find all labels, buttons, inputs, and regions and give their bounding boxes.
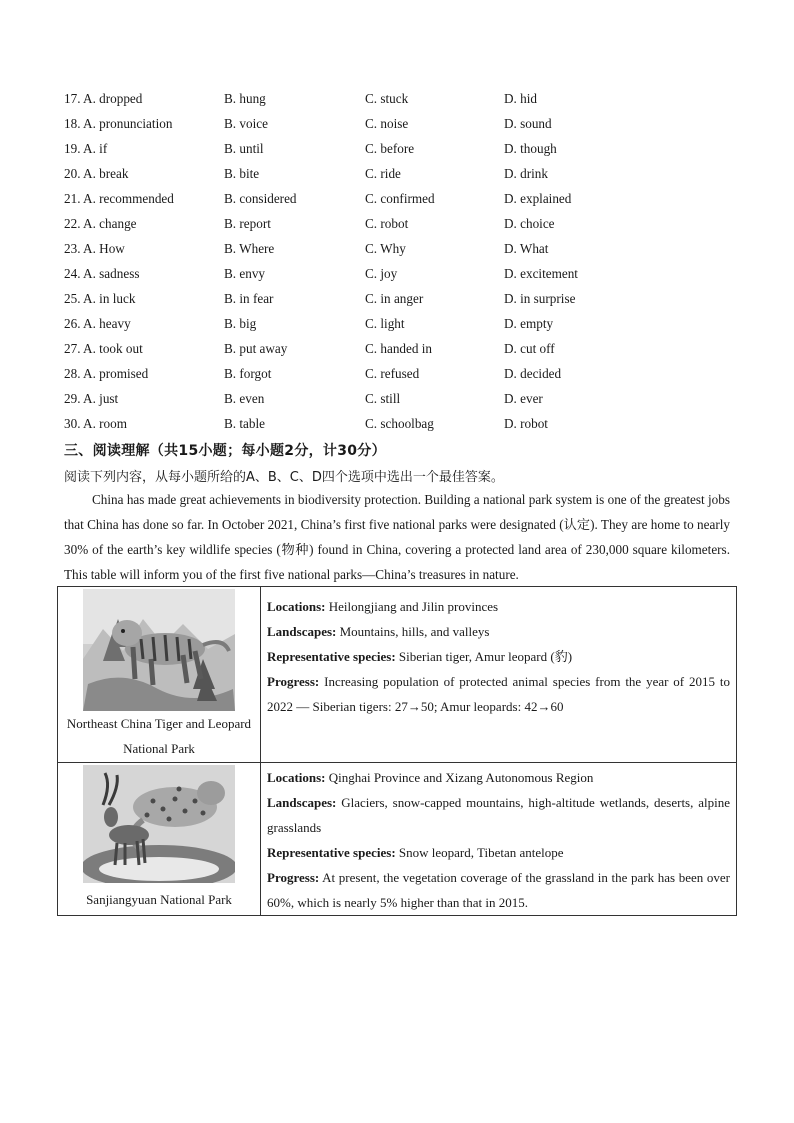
question-row [64, 414, 704, 439]
option-c: C. robot [365, 216, 409, 231]
species-label: Representative species: [267, 845, 396, 860]
question-row [64, 139, 704, 164]
question-row [64, 164, 704, 189]
option-a: 28. A. promised [64, 366, 149, 381]
progress-label: Progress: [267, 674, 320, 689]
question-row [64, 289, 704, 314]
question-row [64, 339, 704, 364]
landscapes-value: Glaciers, snow-capped mountains, high-altitude wetlands, deserts, alpine grasslands [267, 795, 730, 835]
option-b: B. big [224, 316, 257, 331]
option-d: D. What [504, 241, 549, 256]
locations-value: Heilongjiang and Jilin provinces [328, 599, 499, 614]
landscapes-label: Landscapes: [267, 795, 337, 810]
option-b: B. considered [224, 191, 297, 206]
reading-passage: China has made great achievements in biodiversity protection. Building a national park system is one of the greatest jobs that China has done so far. In October 2021, China’s first five national parks were designated (认定). They are home to nearly 30% of the earth’s key wildlife species (物种) found in China, covering a protected land area of 230,000 square kilometers. This table will inform you of the first five national parks—China’s treasures in nature. [64, 492, 730, 582]
park-image-cell [58, 763, 261, 916]
option-b: B. until [224, 141, 264, 156]
option-b: B. in fear [224, 291, 274, 306]
progress-label: Progress: [267, 870, 320, 885]
option-a: 30. A. room [64, 416, 128, 431]
species-value: Siberian tiger, Amur leopard (豹) [398, 649, 573, 664]
option-d: D. decided [504, 366, 562, 381]
question-row [64, 264, 704, 289]
landscapes-value: Mountains, hills, and valleys [339, 624, 490, 639]
option-a: 18. A. pronunciation [64, 116, 173, 131]
progress-value: At present, the vegetation coverage of the grassland in the park has been over 60%, which is nearly 5% higher than that in 2015. [267, 870, 730, 910]
option-d: D. choice [504, 216, 555, 231]
option-a: 20. A. break [64, 166, 129, 181]
option-a: 21. A. recommended [64, 191, 174, 206]
option-d: D. hid [504, 91, 537, 106]
park-species [267, 644, 730, 669]
option-c: C. confirmed [365, 191, 435, 206]
option-b: B. voice [224, 116, 268, 131]
question-row [64, 389, 704, 414]
option-c: C. noise [365, 116, 409, 131]
question-row [64, 314, 704, 339]
option-d: D. sound [504, 116, 552, 131]
park-info-cell [261, 763, 737, 916]
table-row [58, 587, 737, 763]
option-c: C. refused [365, 366, 420, 381]
option-c: C. Why [365, 241, 406, 256]
option-a: 27. A. took out [64, 341, 143, 356]
option-c: C. light [365, 316, 405, 331]
option-c: C. in anger [365, 291, 424, 306]
park-species [267, 840, 730, 865]
park-image-cell [58, 587, 261, 763]
option-d: D. empty [504, 316, 554, 331]
option-c: C. handed in [365, 341, 433, 356]
park-locations [267, 765, 730, 790]
option-b: B. Where [224, 241, 275, 256]
option-d: D. robot [504, 416, 548, 431]
option-c: C. before [365, 141, 415, 156]
choice-list [64, 89, 704, 439]
section-instruction: 阅读下列内容，从每小题所给的A、B、C、D四个选项中选出一个最佳答案。 [64, 470, 504, 485]
locations-label: Locations: [267, 770, 326, 785]
option-a: 26. A. heavy [64, 316, 131, 331]
option-c: C. ride [365, 166, 401, 181]
question-row [64, 364, 704, 389]
locations-label: Locations: [267, 599, 326, 614]
question-row [64, 189, 704, 214]
species-label: Representative species: [267, 649, 396, 664]
park-landscapes [267, 619, 730, 644]
option-a: 25. A. in luck [64, 291, 136, 306]
question-row [64, 214, 704, 239]
option-d: D. in surprise [504, 291, 576, 306]
question-row [64, 114, 704, 139]
option-d: D. drink [504, 166, 548, 181]
option-b: B. even [224, 391, 265, 406]
option-a: 22. A. change [64, 216, 137, 231]
option-a: 23. A. How [64, 241, 125, 256]
option-d: D. though [504, 141, 557, 156]
option-b: B. bite [224, 166, 260, 181]
park-progress [267, 865, 730, 915]
option-b: B. forgot [224, 366, 272, 381]
parks-table [57, 586, 737, 916]
progress-value: Increasing population of protected animal species from the year of 2015 to 2022 — Siberian tigers: 27→50; Amur leopards: 42→60 [267, 674, 730, 714]
option-c: C. schoolbag [365, 416, 434, 431]
species-value: Snow leopard, Tibetan antelope [398, 845, 564, 860]
tiger-image [83, 589, 235, 711]
locations-value: Qinghai Province and Xizang Autonomous Region [328, 770, 594, 785]
option-a: 17. A. dropped [64, 91, 143, 106]
option-b: B. envy [224, 266, 266, 281]
section-title: 三、阅读理解（共15小题；每小题2分，计30分） [64, 443, 386, 459]
park-name: Northeast China Tiger and Leopard National Park [66, 716, 252, 756]
option-d: D. excitement [504, 266, 578, 281]
park-name: Sanjiangyuan National Park [86, 892, 232, 907]
option-a: 29. A. just [64, 391, 119, 406]
option-b: B. report [224, 216, 271, 231]
option-c: C. stuck [365, 91, 409, 106]
landscapes-label: Landscapes: [267, 624, 337, 639]
question-row [64, 239, 704, 264]
option-a: 24. A. sadness [64, 266, 140, 281]
option-c: C. joy [365, 266, 398, 281]
option-b: B. hung [224, 91, 266, 106]
option-b: B. put away [224, 341, 288, 356]
question-row [64, 89, 704, 114]
option-d: D. cut off [504, 341, 555, 356]
option-d: D. ever [504, 391, 543, 406]
park-info-cell [261, 587, 737, 763]
snow-leopard-image [83, 765, 235, 883]
option-a: 19. A. if [64, 141, 108, 156]
park-locations [267, 594, 730, 619]
option-c: C. still [365, 391, 401, 406]
option-d: D. explained [504, 191, 572, 206]
option-b: B. table [224, 416, 266, 431]
park-progress [267, 669, 730, 719]
table-row [58, 763, 737, 916]
park-landscapes [267, 790, 730, 840]
